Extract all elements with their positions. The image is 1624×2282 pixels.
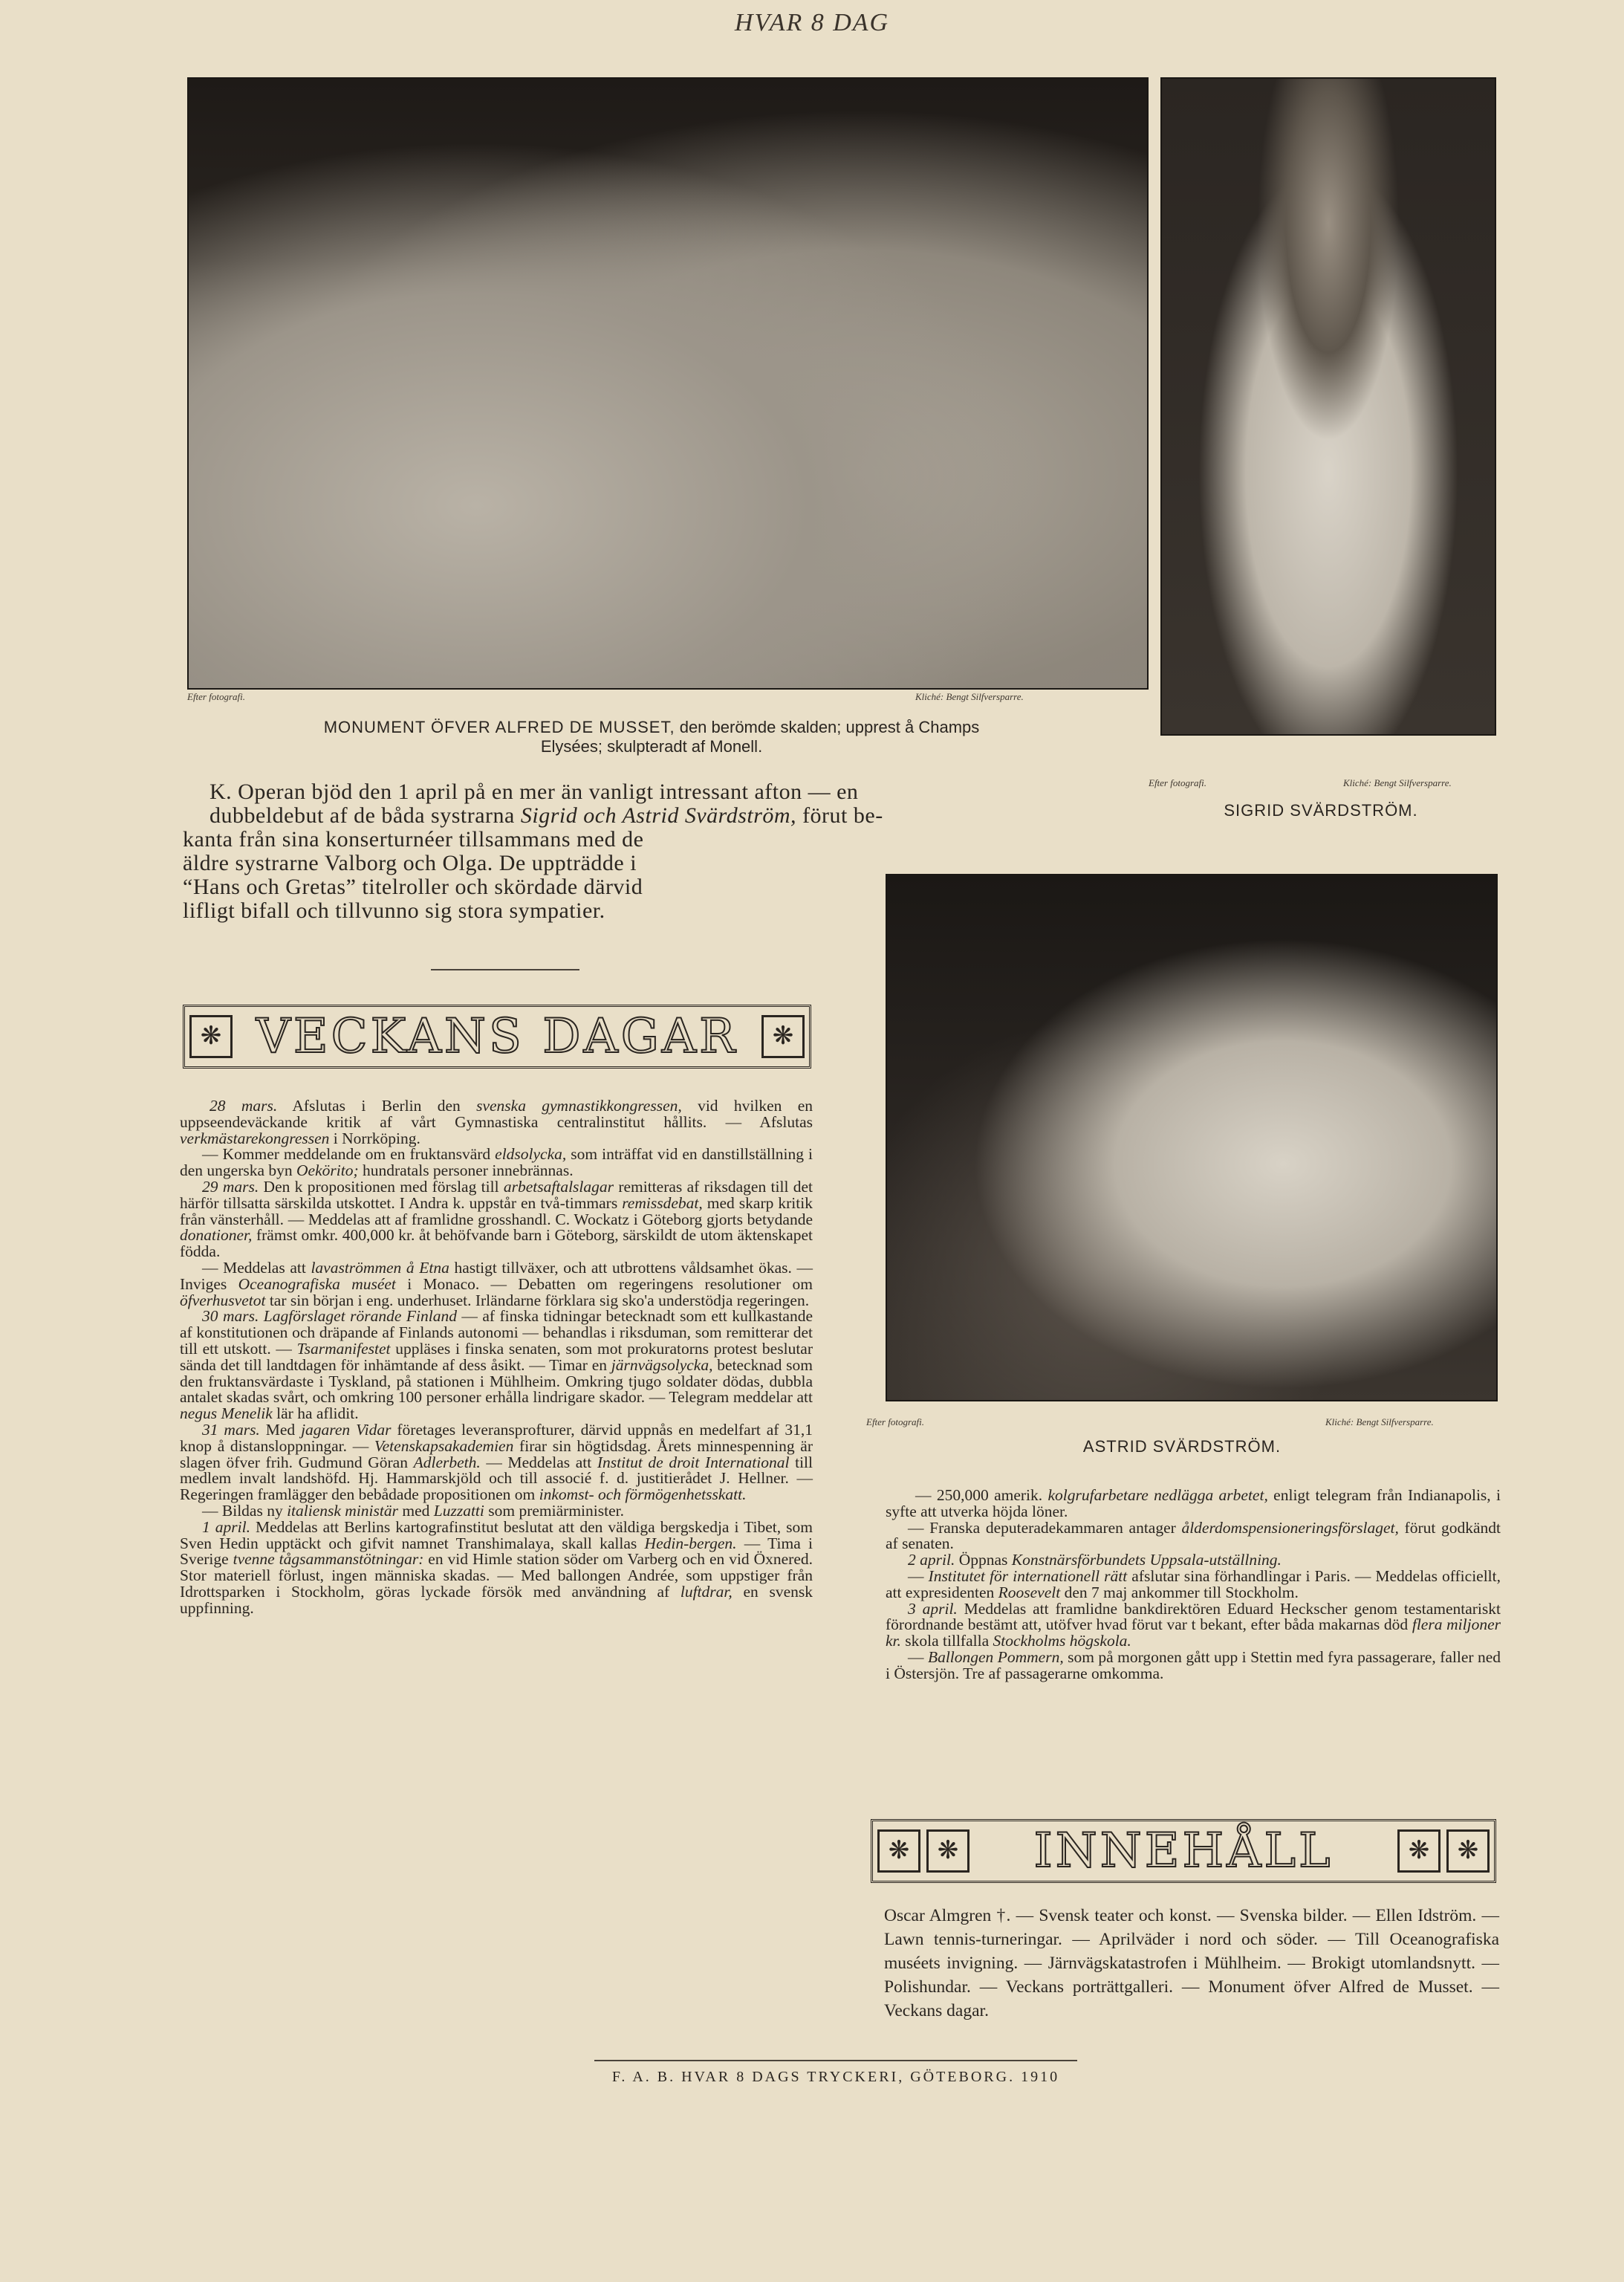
entry-31-mars: 31 mars. Med jagaren Vidar företages leveransprofturer, därvid uppnås en medelfart af 31,1 knop å distansloppningar. — Vetenskapsakademien firar sin högtidsdag. Årets minnespenning är slagen öfver frih. Gudmund Göran Adlerbeth. — Meddelas att Institut de droit International till medlem invalt landshöfd. Hj. Hammarskjöld och till associé f. d. justitierådet J. Hellner. — Regeringen framlägger den bebådade propositionen om inkomst- och förmögenhetsskatt. (180, 1420, 813, 1504)
veckans-dagar-title: VECKANS DAGAR (256, 1009, 738, 1064)
entry-institutet: — Institutet för internationell rätt afslutar sina förhandlingar i Paris. — Meddelas officiellt, att expresidenten Roosevelt den 7 maj ankommer till Stockholm. (886, 1566, 1501, 1601)
innehall-ornament-l2: ❋ (926, 1829, 969, 1873)
short-divider (431, 969, 579, 970)
banner-ornament-left: ❋ (189, 1015, 233, 1058)
banner-ornament-right: ❋ (761, 1015, 805, 1058)
astrid-photo-credit-left: Efter fotografi. (866, 1416, 924, 1427)
innehall-ornaments-right (1397, 1829, 1490, 1873)
monument-photo-credit-left: Efter fotografi. (187, 691, 245, 702)
entry-etna: — Meddelas att lavaströmmen å Etna hastigt tillväxer, och att utbrottens våldsamhet ökas. — Inviges Oceanografiska muséet i Monaco. — Debatten om regeringens resolutioner om öfverhusvetot tar sin början i eng. underhuset. Irländarne förklara sig sko'a understödja regeringen. (180, 1258, 813, 1309)
astrid-photo (886, 874, 1498, 1401)
monument-caption-line2: Elysées; skulpteradt af Monell. (540, 737, 763, 756)
sigrid-photo-credit-right: Kliché: Bengt Silfversparre. (1343, 777, 1452, 788)
entry-29-mars: 29 mars. Den k propositionen med förslag till arbetsaftalslagar remitteras af riksdagen till det härför tillsatta särskilda utskottet. I Andra k. uppstår en två-timmars remissdebat, med skarp kritik från vänsterhåll. — Meddelas att af framlidne grosshandl. C. Wockatz i Göteborg gjorts betydande donationer, främst omkr. 400,000 kr. åt behöfvande barn i Göteborg, särskildt de utom äktenskapet födda. (180, 1177, 813, 1261)
sigrid-caption: SIGRID SVÄRDSTRÖM. (1224, 801, 1418, 820)
innehall-text: Oscar Almgren †. — Svensk teater och konst. — Svenska bilder. — Ellen Idström. — Lawn tennis-turneringar. — Aprilväder i nord och söder. — Till Oceanografiska muséets invigning. — Järnvägskatastrofen i Mühlheim. — Brokigt utomlandsnytt. — Polishundar. — Veckans porträttgalleri. — Monument öfver Alfred de Musset. — Veckans dagar. (884, 1906, 1499, 2020)
entry-kolgrufarbetare: — 250,000 amerik. kolgrufarbetare nedlägga arbetet, enligt telegram från Indianapolis, i syfte att utverka höjda löner. (886, 1486, 1501, 1520)
intro-line-3: kanta från sina konserturnéer tillsammans med de (183, 827, 644, 852)
intro-paragraph-narrow (183, 828, 816, 923)
innehall-ornaments-left (877, 1829, 969, 1873)
intro-line-1: K. Operan bjöd den 1 april på en mer än vanligt intressant afton — en (210, 779, 859, 804)
veckans-dagar-banner (183, 1005, 811, 1069)
intro-paragraph (210, 780, 1094, 828)
innehall-title: INNEHÅLL (1033, 1824, 1334, 1879)
astrid-caption: ASTRID SVÄRDSTRÖM. (1082, 1437, 1282, 1456)
intro-line-4: äldre systrarne Valborg och Olga. De uppträdde i (183, 851, 637, 875)
intro-names: Sigrid och Astrid Svärdström, (520, 803, 797, 828)
entry-2-april: 2 april. Öppnas Konstnärsförbundets Uppsala-utställning. (908, 1551, 1282, 1569)
right-column (886, 1488, 1501, 1682)
innehall-ornament-l1: ❋ (877, 1829, 920, 1873)
entry-3-april: 3 april. Meddelas att framlidne bankdirektören Eduard Heckscher genom testamentariskt förordnande bestämt att, utöfver hvad förut var t bekant, efter båda makarnas död flera miljoner kr. skola tillfalla Stockholms högskola. (886, 1599, 1501, 1650)
intro-line-2 (210, 804, 1094, 828)
monument-caption-rest: den berömde skalden; upprest å Champs (675, 718, 980, 736)
monument-caption (172, 718, 1131, 756)
monument-photo (187, 77, 1149, 690)
entry-1-april: 1 april. Meddelas att Berlins kartografinstitut beslutat att den väldiga bergskedja i Tibet, som Sven Hedin upptäckt och gifvit namnet Transhimalaya, skall kallas Hedin-bergen. — Tima i Sverige tvenne tågsammanstötningar: en vid Himle station söder om Varberg och en vid Öxnered. Stor materiell förlust, ingen människa skadas. — Med ballongen Andrée, som uppstiger från Idrottsparken i Stockholm, göras lyckade försök med användning af luftdrar, en svensk uppfinning. (180, 1517, 813, 1617)
entry-deputerade: — Franska deputeradekammaren antager ålderdomspensioneringsförslaget, förut godkändt af senaten. (886, 1518, 1501, 1553)
printer-footer: F. A. B. HVAR 8 DAGS TRYCKERI, GÖTEBORG. 1910 (611, 2069, 1060, 2085)
intro-line-2a: dubbeldebut af de båda systrarna (210, 803, 521, 828)
running-head: HVAR 8 DAG (734, 9, 890, 36)
innehall-ornament-r2: ❋ (1446, 1829, 1490, 1873)
astrid-photo-credit-right: Kliché: Bengt Silfversparre. (1325, 1416, 1434, 1427)
sigrid-photo (1160, 77, 1496, 736)
innehall-ornament-r1: ❋ (1397, 1829, 1441, 1873)
intro-line-6: lifligt bifall och tillvunno sig stora sympatier. (183, 898, 605, 923)
monument-photo-credit-right: Kliché: Bengt Silfversparre. (915, 691, 1024, 702)
innehall-banner (871, 1819, 1496, 1883)
sigrid-photo-credit-left: Efter fotografi. (1149, 777, 1206, 788)
intro-line-5: “Hans och Gretas” titelroller och skördade därvid (183, 875, 643, 899)
footer-rule (594, 2060, 1077, 2061)
monument-caption-main: MONUMENT ÖFVER ALFRED DE MUSSET, (323, 718, 675, 736)
entry-eldsolycka: — Kommer meddelande om en fruktansvärd eldsolycka, som inträffat vid en danstillställning i den ungerska byn Oekörito; hundratals personer innebrännas. (180, 1145, 813, 1180)
entry-ministar: — Bildas ny italiensk ministär med Luzzatti som premiärminister. (202, 1501, 624, 1520)
entry-pommern: — Ballongen Pommern, som på morgonen gått upp i Stettin med fyra passagerare, faller ned i Östersjön. Tre af passagerarne omkomma. (886, 1647, 1501, 1682)
entry-30-mars: 30 mars. Lagförslaget rörande Finland — af finska tidningar betecknadt som ett kullkastande af konstitutionen och dräpande af Finlands autonomi — behandlas i riksduman, som remitterar det till ett utskott. — Tsarmanifestet uppläses i finska senaten, som mot prokuratorns protest beslutar sända det till landtdagen för inhämtande af dess åsikt. — Timar en järnvägsolycka, betecknad som den fruktansvärdaste i Tyskland, på stationen i Mühlheim. Omkring tjugo soldater dödas, dubbla antalet skadas svårt, och omkring 100 personer erhålla lindrigare skador. — Telegram meddelar att negus Menelik lär ha aflidit. (180, 1307, 813, 1423)
entry-28-mars: 28 mars. Afslutas i Berlin den svenska gymnastikkongressen, vid hvilken en uppseendeväckande kritik af vårt Gymnastiska centralinstitut hållits. — Afslutas verkmästarekongressen i Norrköping. (180, 1097, 813, 1147)
intro-line-2c: förut be- (796, 803, 883, 828)
veckans-dagar-column (180, 1098, 813, 1617)
